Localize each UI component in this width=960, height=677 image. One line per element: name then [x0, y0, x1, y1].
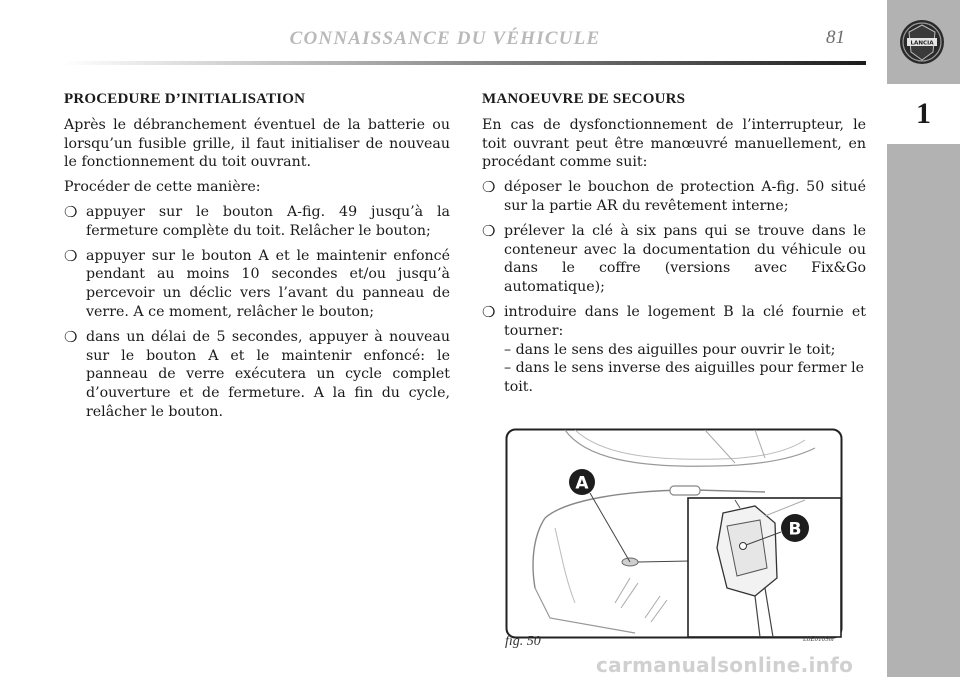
- figure-label-b: B: [788, 519, 802, 540]
- bullet-list: [64, 203, 450, 422]
- list-item: ❍ dans un délai de 5 secondes, appuyer à nouveau sur le bouton A et le maintenir enfoncé: le panneau de verre exécutera un cycle complet d’ouverture et de fermeture. A la fin du cycle, relâcher le bouton.: [64, 327, 450, 420]
- left-column: [64, 90, 450, 428]
- chapter-number: 1: [887, 84, 960, 144]
- paragraph-lead: Procéder de cette manière:: [64, 179, 261, 196]
- figure-code: L0E0109m: [803, 635, 834, 643]
- page-header-title: CONNAISSANCE DU VÉHICULE: [289, 28, 601, 49]
- figure-sunroof-illustration: [505, 428, 843, 639]
- list-item: ❍ appuyer sur le bouton A-fig. 49 jusqu’à la fermeture complète du toit. Relâcher le bouton;: [64, 202, 450, 239]
- figure-caption: fig. 50: [505, 634, 541, 649]
- paragraph-intro: En cas de dysfonctionnement de l’interrupteur, le toit ouvrant peut être manœuvré manuellement, en procédant comme suit:: [482, 116, 866, 171]
- figure-label-a: A: [575, 473, 589, 494]
- header-rule: [62, 61, 866, 65]
- list-item: ❍ appuyer sur le bouton A et le maintenir enfoncé pendant au moins 10 secondes et/ou jusqu’à percevoir un déclic vers l’avant du panneau de verre. A ce moment, relâcher le bouton;: [64, 246, 450, 320]
- sub-step: – dans le sens des aiguilles pour ouvrir le toit;: [504, 341, 836, 358]
- bullet-circle-icon: ❍: [64, 202, 78, 221]
- chapter-sidebar: [887, 0, 960, 677]
- page-number: 81: [826, 27, 845, 48]
- logo-text: LANCIA: [910, 40, 934, 47]
- bullet-circle-icon: ❍: [64, 246, 78, 265]
- bullet-circle-icon: ❍: [482, 221, 496, 240]
- paragraph-intro: Après le débranchement éventuel de la batterie ou lorsqu’un fusible grille, il faut initialiser de nouveau le fonctionnement du toit ouvrant.: [64, 116, 450, 171]
- watermark: carmanualsonline.info: [596, 653, 854, 677]
- bullet-circle-icon: ❍: [64, 327, 78, 346]
- bullet-list: [482, 178, 866, 397]
- bullet-circle-icon: ❍: [482, 302, 496, 321]
- right-column: [482, 90, 866, 403]
- list-item: ❍ introduire dans le logement B la clé fournie et tourner: – dans le sens des aiguilles pour ouvrir le toit; – dans le sens inverse des aiguilles pour fermer le toit.: [482, 302, 866, 396]
- list-item: ❍ prélever la clé à six pans qui se trouve dans le conteneur avec la documentation du véhicule ou dans le coffre (versions avec Fix&Go automatique);: [482, 221, 866, 296]
- bullet-circle-icon: ❍: [482, 178, 496, 197]
- section-heading-initialisation: PROCEDURE D’INITIALISATION: [64, 91, 306, 107]
- sub-step: – dans le sens inverse des aiguilles pour fermer le toit.: [504, 360, 865, 396]
- section-heading-secours: MANOEUVRE DE SECOURS: [482, 91, 686, 107]
- list-item: ❍ déposer le bouchon de protection A-fig. 50 situé sur la partie AR du revêtement interne;: [482, 178, 866, 214]
- lancia-logo: [898, 18, 946, 66]
